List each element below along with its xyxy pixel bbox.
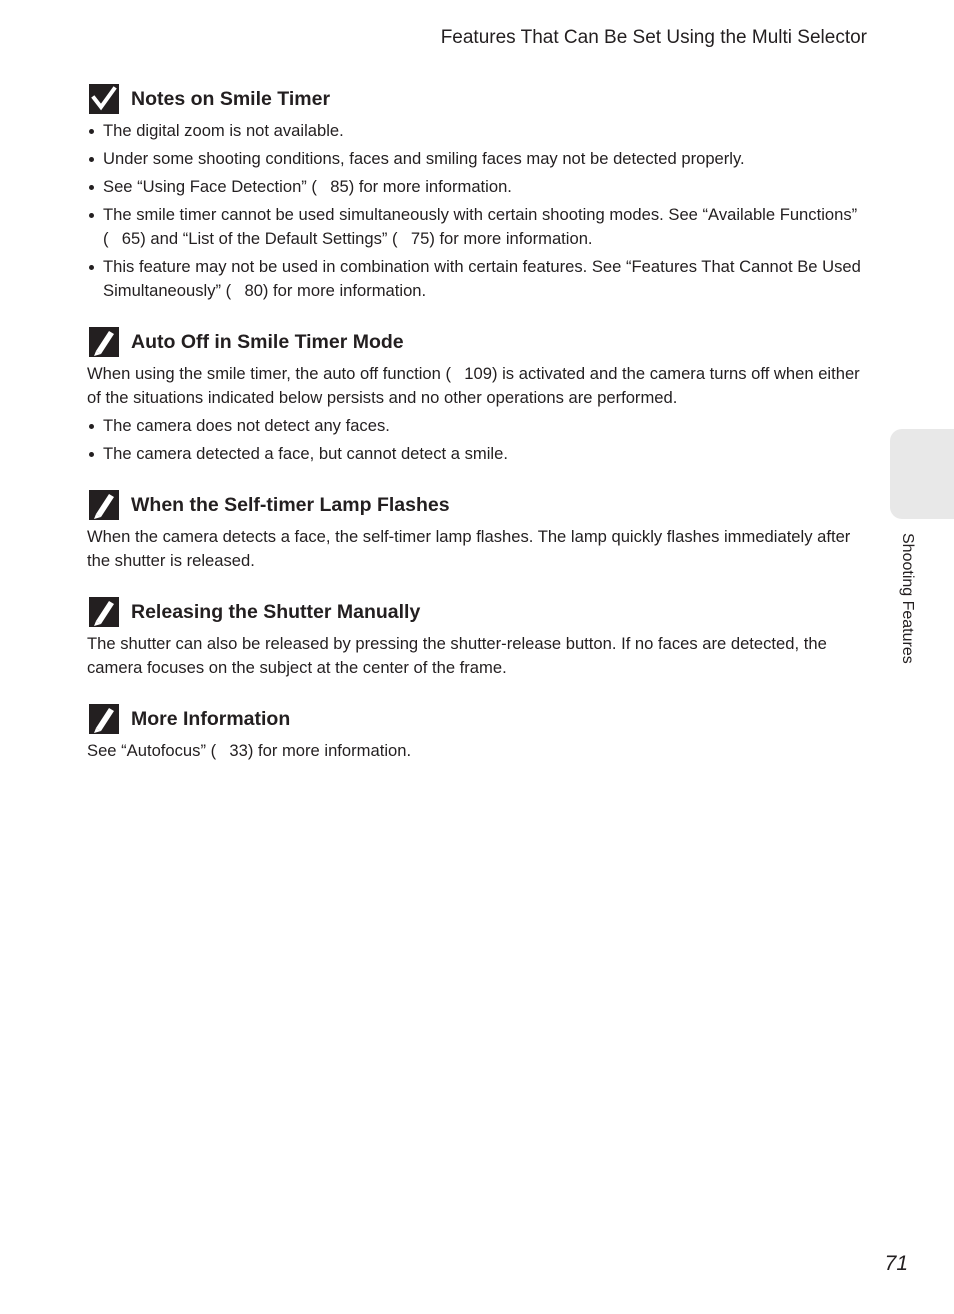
section-heading xyxy=(89,488,867,522)
chapter-label: Shooting Features xyxy=(899,533,916,664)
section-auto-off xyxy=(87,325,867,466)
section-body: When the camera detects a face, the self-timer lamp flashes. The lamp quickly flashes immediately after the shutter is released. xyxy=(87,527,851,570)
pencil-icon xyxy=(89,490,119,520)
chapter-tab xyxy=(890,429,954,519)
section-body: See “Autofocus” (33) for more information. xyxy=(87,741,412,760)
section-heading xyxy=(89,82,867,116)
section-self-timer-lamp xyxy=(87,488,867,573)
section-heading xyxy=(89,595,867,629)
section-notes-smile-timer xyxy=(87,82,867,303)
section-body: The shutter can also be released by pressing the shutter-release button. If no faces are detected, the camera focuses on the subject at the center of the frame. xyxy=(87,634,827,677)
bullet-list xyxy=(87,119,867,303)
section-title: Auto Off in Smile Timer Mode xyxy=(131,330,404,353)
section-title: When the Self-timer Lamp Flashes xyxy=(131,493,450,516)
bullet-list xyxy=(87,414,867,466)
bullet-item: The digital zoom is not available. xyxy=(87,119,867,143)
bullet-item: The camera detected a face, but cannot detect a smile. xyxy=(87,442,867,466)
page-content xyxy=(87,82,867,785)
page-number: 71 xyxy=(884,1252,908,1275)
pencil-icon xyxy=(89,704,119,734)
section-title: Releasing the Shutter Manually xyxy=(131,600,421,623)
bullet-item: This feature may not be used in combination with certain features. See “Features That Cannot Be Used Simultaneously” (80) for more information. xyxy=(87,255,867,303)
section-heading xyxy=(89,702,867,736)
bullet-item: See “Using Face Detection” (85) for more information. xyxy=(87,175,867,199)
running-header: Features That Can Be Set Using the Multi Selector xyxy=(440,27,867,48)
section-title: Notes on Smile Timer xyxy=(131,87,331,110)
checkmark-icon xyxy=(89,84,119,114)
bullet-item: The smile timer cannot be used simultaneously with certain shooting modes. See “Available Functions” (65) and “List of the Default Settings” (75) for more information. xyxy=(87,203,867,251)
pencil-icon xyxy=(89,327,119,357)
bullet-item: The camera does not detect any faces. xyxy=(87,414,867,438)
bullet-item: Under some shooting conditions, faces and smiling faces may not be detected properly. xyxy=(87,147,867,171)
section-releasing-shutter xyxy=(87,595,867,680)
section-body: When using the smile timer, the auto off function (109) is activated and the camera turns off when either of the situations indicated below persists and no other operations are performed. xyxy=(87,364,860,407)
section-more-information xyxy=(87,702,867,763)
pencil-icon xyxy=(89,597,119,627)
section-title: More Information xyxy=(131,707,291,730)
section-heading xyxy=(89,325,867,359)
